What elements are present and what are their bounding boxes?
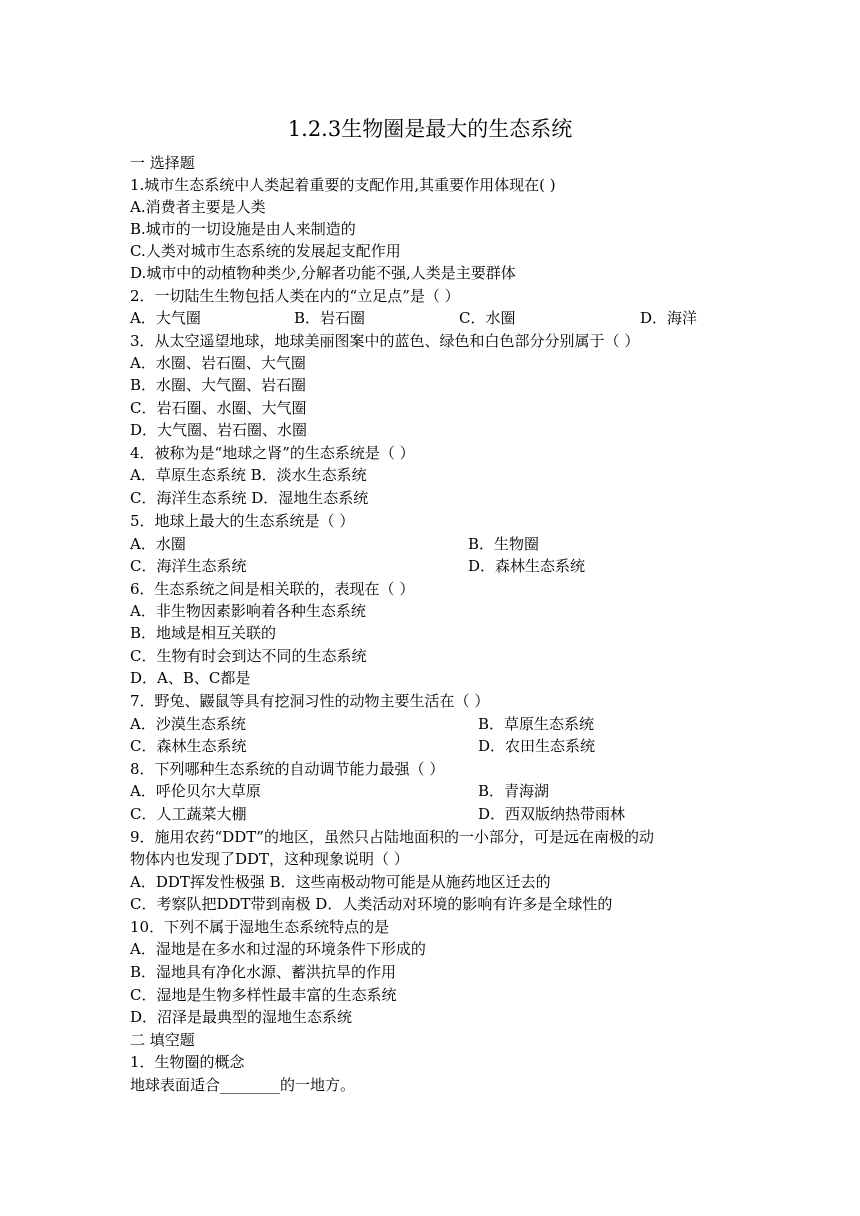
question-5-option-a: A．水圈 (130, 535, 186, 553)
page-title: 1.2.3生物圈是最大的生态系统 (287, 117, 573, 141)
question-3-option-b: B．水圈、大气圈、岩石圈 (130, 376, 307, 394)
question-3-option-a: A．水圈、岩石圈、大气圈 (130, 354, 306, 372)
question-8-option-b: B．青海湖 (478, 782, 550, 800)
question-2-option-b: B．岩石圈 (294, 309, 366, 327)
question-1-option-a: A.消费者主要是人类 (130, 198, 266, 216)
question-9-options-cd: C．考察队把DDT带到南极 D．人类活动对环境的影响有许多是全球性的 (130, 895, 613, 913)
question-10-option-c: C．湿地是生物多样性最丰富的生态系统 (130, 986, 397, 1004)
question-5-stem: 5．地球上最大的生态系统是（ ） (130, 512, 355, 530)
question-9-stem-line1: 9．施用农药“DDT”的地区，虽然只占陆地面积的一小部分，可是远在南极的动 (130, 828, 654, 846)
question-7-stem: 7．野兔、鼹鼠等具有挖洞习性的动物主要生活在（ ） (130, 692, 490, 710)
question-5-option-c: C．海洋生态系统 (130, 557, 247, 575)
question-7-option-b: B．草原生态系统 (478, 715, 595, 733)
question-9-options-ab: A．DDT挥发性极强 B．这些南极动物可能是从施药地区迁去的 (130, 873, 551, 891)
question-2-stem: 2．一切陆生生物包括人类在内的“立足点”是（ ） (130, 287, 460, 305)
question-1-option-b: B.城市的一切设施是由人来制造的 (130, 220, 356, 238)
question-7-option-c: C．森林生态系统 (130, 737, 247, 755)
question-1-option-c: C.人类对城市生态系统的发展起支配作用 (130, 242, 401, 260)
question-8-stem: 8．下列哪种生态系统的自动调节能力最强（ ） (130, 760, 445, 778)
question-3-option-c: C．岩石圈、水圈、大气圈 (130, 399, 307, 417)
question-4-options-ab: A．草原生态系统 B．淡水生态系统 (130, 466, 367, 484)
question-2-option-a: A．大气圈 (130, 309, 201, 327)
question-10-option-b: B．湿地具有净化水源、蓄洪抗旱的作用 (130, 963, 397, 981)
question-6-option-c: C．生物有时会到达不同的生态系统 (130, 647, 367, 665)
question-8-option-a: A．呼伦贝尔大草原 (130, 782, 261, 800)
question-1-option-d: D.城市中的动植物种类少,分解者功能不强,人类是主要群体 (130, 264, 516, 282)
question-4-options-cd: C．海洋生态系统 D．湿地生态系统 (130, 489, 369, 507)
question-3-option-d: D．大气圈、岩石圈、水圈 (130, 421, 308, 439)
question-6-option-d: D．A、B、C都是 (130, 669, 251, 687)
question-3-stem: 3．从太空遥望地球，地球美丽图案中的蓝色、绿色和白色部分分别属于（ ） (130, 332, 640, 350)
question-9-stem-line2: 物体内也发现了DDT，这种现象说明（ ） (130, 850, 409, 868)
question-5-option-d: D．森林生态系统 (468, 557, 586, 575)
question-10-option-d: D．沼泽是最典型的湿地生态系统 (130, 1008, 353, 1026)
question-6-option-b: B．地域是相互关联的 (130, 624, 277, 642)
question-10-option-a: A．湿地是在多水和过湿的环境条件下形成的 (130, 940, 426, 958)
question-6-stem: 6．生态系统之间是相关联的，表现在（ ） (130, 580, 415, 598)
question-8-option-c: C．人工蔬菜大棚 (130, 805, 247, 823)
fill-question-1-stem: 1．生物圈的概念 (130, 1053, 245, 1071)
question-2-option-d: D．海洋 (640, 309, 698, 327)
question-5-option-b: B．生物圈 (468, 535, 540, 553)
question-2-option-c: C．水圈 (459, 309, 516, 327)
section-heading-fill-in: 二 填空题 (130, 1031, 195, 1049)
question-8-option-d: D．西双版纳热带雨林 (478, 805, 626, 823)
question-10-stem: 10．下列不属于湿地生态系统特点的是 (130, 918, 390, 936)
question-6-option-a: A．非生物因素影响着各种生态系统 (130, 602, 366, 620)
question-1-stem: 1.城市生态系统中人类起着重要的支配作用,其重要作用体现在( ) (130, 176, 556, 194)
fill-question-1-text: 地球表面适合________的一地方。 (130, 1076, 356, 1094)
question-7-option-d: D．农田生态系统 (478, 737, 596, 755)
question-7-option-a: A．沙漠生态系统 (130, 715, 246, 733)
question-4-stem: 4．被称为是“地球之肾”的生态系统是（ ） (130, 444, 415, 462)
section-heading-choice: 一 选择题 (130, 154, 195, 172)
